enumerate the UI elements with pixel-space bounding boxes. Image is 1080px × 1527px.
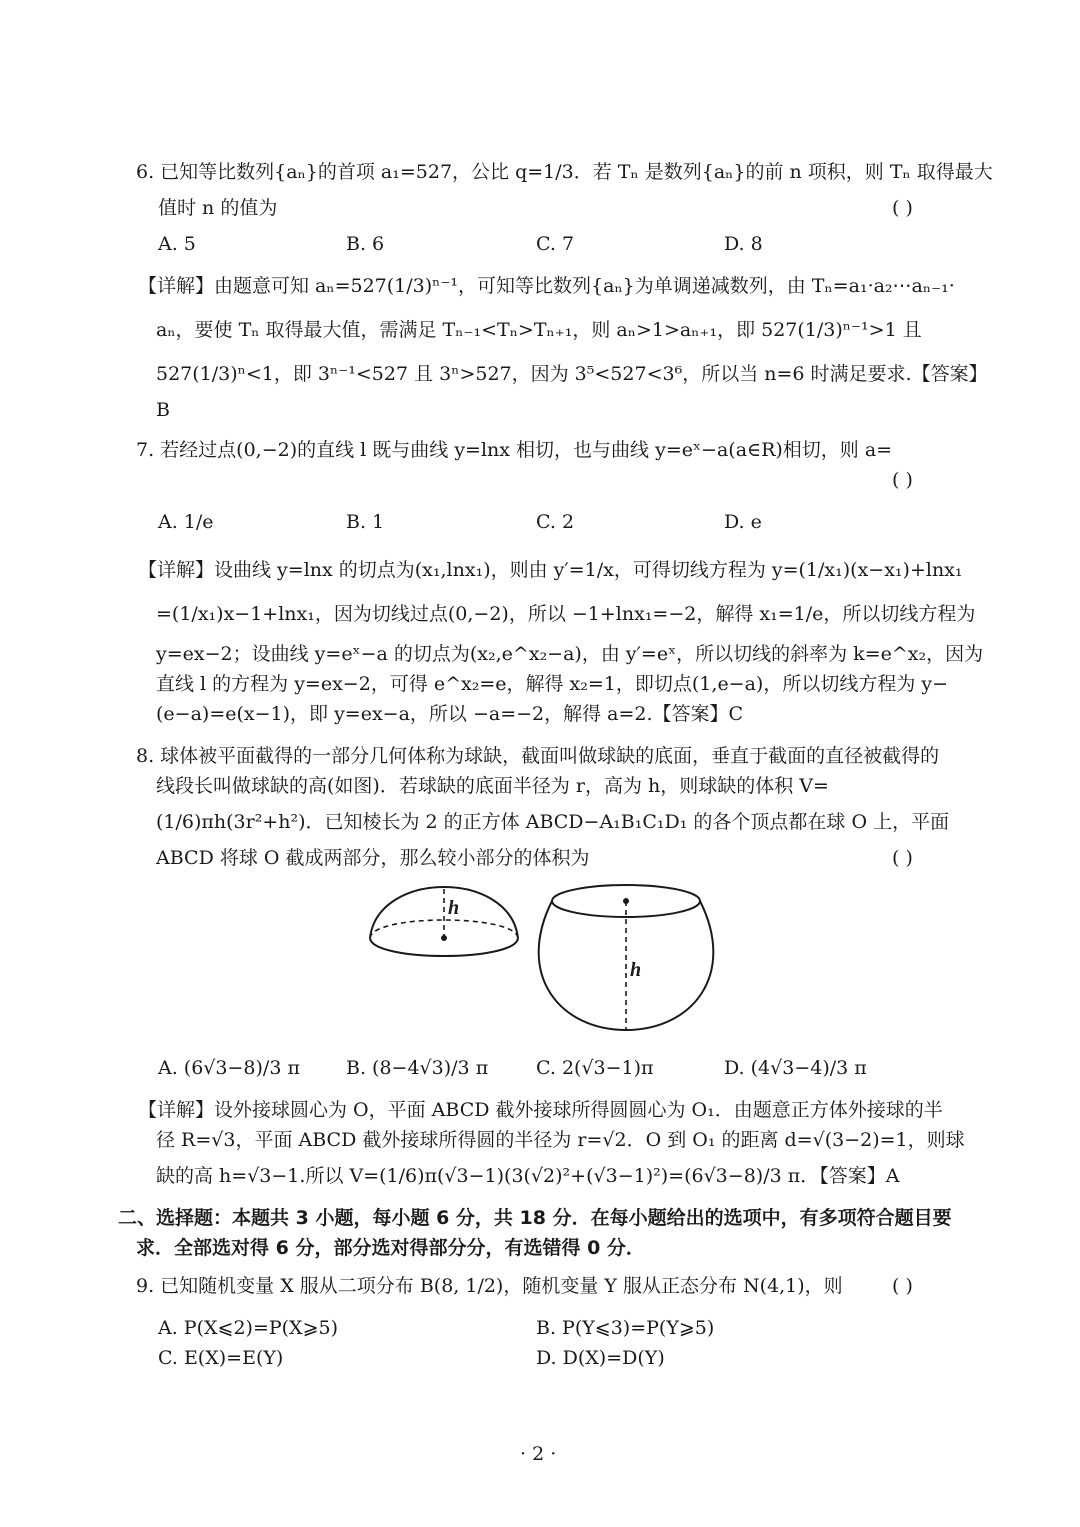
q7-detail-line5: (e−a)=e(x−1)，即 y=ex−a，所以 −a=−2，解得 a=2.【答案】C [156, 703, 744, 725]
q7-stem-line1: 7. 若经过点(0,−2)的直线 l 既与曲线 y=lnx 相切，也与曲线 y=eˣ−a(a∈R)相切，则 a= [136, 439, 893, 461]
q7-detail-line4: 直线 l 的方程为 y=ex−2，可得 e^x₂=e，解得 x₂=1，即切点(1,e−a)，所以切线方程为 y− [156, 673, 949, 695]
q7-option-c: C. 2 [536, 511, 575, 533]
q6-detail-line1: 【详解】由题意可知 aₙ=527(1/3)ⁿ⁻¹，可知等比数列{aₙ}为单调递减数列，由 Tₙ=a₁·a₂⋯aₙ₋₁· [138, 275, 955, 297]
q6-option-b: B. 6 [346, 233, 385, 255]
q7-detail-line3: y=ex−2；设曲线 y=eˣ−a 的切点为(x₂,e^x₂−a)，由 y′=eˣ，所以切线的斜率为 k=e^x₂，因为 [156, 643, 984, 665]
q6-stem-line1: 6. 已知等比数列{aₙ}的首项 a₁=527，公比 q=1/3．若 Tₙ 是数列{aₙ}的前 n 项积，则 Tₙ 取得最大 [136, 161, 993, 183]
section2-heading-line1: 二、选择题：本题共 3 小题，每小题 6 分，共 18 分．在每小题给出的选项中，有多项符合题目要 [118, 1207, 952, 1229]
section2-heading-line2: 求．全部选对得 6 分，部分选对得部分分，有选错得 0 分． [136, 1237, 645, 1259]
q7-detail-line2: =(1/x₁)x−1+lnx₁，因为切线过点(0,−2)，所以 −1+lnx₁=−2，解得 x₁=1/e，所以切线方程为 [156, 603, 976, 625]
q9-option-b: B. P(Y⩽3)=P(Y⩾5) [536, 1317, 715, 1339]
large-spherical-cap [539, 885, 714, 1030]
q8-option-c: C. 2(√3−1)π [536, 1057, 654, 1079]
q8-stem-line4: ABCD 将球 O 截成两部分，那么较小部分的体积为 [156, 847, 590, 869]
q6-option-d: D. 8 [724, 233, 763, 255]
q9-option-d: D. D(X)=D(Y) [536, 1347, 665, 1369]
small-spherical-cap [370, 887, 518, 956]
q8-detail-line3: 缺的高 h=√3−1.所以 V=(1/6)π(√3−1)(3(√2)²+(√3−1)²)=(6√3−8)/3 π．【答案】A [156, 1165, 900, 1187]
q7-detail-line1: 【详解】设曲线 y=lnx 的切点为(x₁,lnx₁)，则由 y′=1/x，可得切线方程为 y=(1/x₁)(x−x₁)+lnx₁ [138, 559, 963, 581]
q9-option-a: A. P(X⩽2)=P(X⩾5) [158, 1317, 339, 1339]
q8-option-a: A. (6√3−8)/3 π [158, 1057, 300, 1079]
q8-answer-paren: ( ) [892, 847, 913, 869]
q7-answer-paren: ( ) [892, 469, 913, 491]
q6-detail-line2: aₙ，要使 Tₙ 取得最大值，需满足 Tₙ₋₁<Tₙ>Tₙ₊₁，则 aₙ>1>aₙ₊₁，即 527(1/3)ⁿ⁻¹>1 且 [156, 319, 922, 341]
q8-detail-line2: 径 R=√3，平面 ABCD 截外接球所得圆的半径为 r=√2．O 到 O₁ 的距离 d=√(3−2)=1，则球 [156, 1129, 965, 1151]
q8-option-d: D. (4√3−4)/3 π [724, 1057, 867, 1079]
q8-option-b: B. (8−4√3)/3 π [346, 1057, 489, 1079]
q9-answer-paren: ( ) [892, 1275, 913, 1297]
q7-option-a: A. 1/e [158, 511, 214, 533]
small-cap-height-label: h [448, 897, 460, 919]
q7-option-d: D. e [724, 511, 762, 533]
large-cap-height-label: h [630, 959, 642, 981]
q8-stem-line1: 8. 球体被平面截得的一部分几何体称为球缺，截面叫做球缺的底面，垂直于截面的直径被截得的 [136, 745, 940, 767]
q9-stem-line1: 9. 已知随机变量 X 服从二项分布 B(8, 1/2)，随机变量 Y 服从正态分布 N(4,1)，则 [136, 1275, 843, 1297]
q6-detail-line3: 527(1/3)ⁿ<1，即 3ⁿ⁻¹<527 且 3ⁿ>527，因为 3⁵<527<3⁶，所以当 n=6 时满足要求.【答案】 [156, 363, 988, 385]
q6-detail-line4: B [156, 399, 170, 421]
page-number: · 2 · [520, 1443, 557, 1465]
q7-option-b: B. 1 [346, 511, 385, 533]
q6-option-c: C. 7 [536, 233, 575, 255]
q8-stem-line2: 线段长叫做球缺的高(如图)．若球缺的底面半径为 r，高为 h，则球缺的体积 V= [156, 775, 829, 797]
q6-answer-paren: ( ) [892, 197, 913, 219]
q8-detail-line1: 【详解】设外接球圆心为 O，平面 ABCD 截外接球所得圆圆心为 O₁．由题意正方体外接球的半 [138, 1099, 943, 1121]
q8-stem-line3: (1/6)πh(3r²+h²)．已知棱长为 2 的正方体 ABCD−A₁B₁C₁D₁ 的各个顶点都在球 O 上，平面 [156, 811, 950, 833]
q6-option-a: A. 5 [158, 233, 196, 255]
q9-option-c: C. E(X)=E(Y) [158, 1347, 284, 1369]
q6-stem-line2: 值时 n 的值为 [158, 197, 278, 219]
